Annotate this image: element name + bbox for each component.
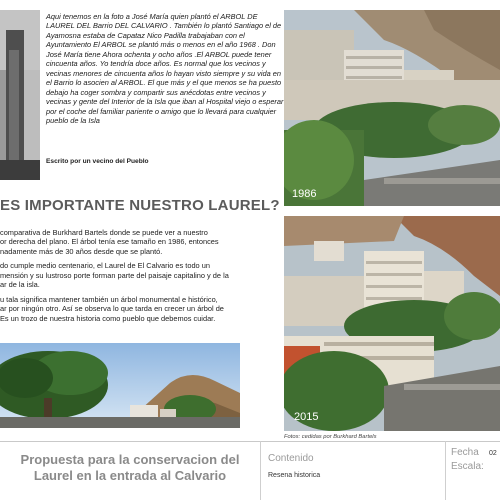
escala-label: Escala: <box>451 461 484 472</box>
section-heading: ES IMPORTANTE NUESTRO LAUREL? <box>0 197 280 214</box>
year-label-1986: 1986 <box>292 188 317 200</box>
photo-1986 <box>284 10 500 206</box>
paragraph-comparativa: comparativa de Burkhard Bartels donde se puede ver a nuestro or derecha del plano. El árbol tenía ese tamaño en 1986, entonces nadamente más de 30 años desde que se plantó. <box>0 228 219 256</box>
paragraph-centenario: do cumple medio centenario, el Laurel de El Calvario es todo un mensión y su lustroso porte forman parte del paisaje capitalino y de la ar de la isla. <box>0 261 229 290</box>
paragraph-tala: u tala significa mantener también un árbol monumental e histórico, ar por ningún otro. Así se observa lo que tarda en crecer un árbol de Es un trozo de nuestra historia como pueblo que debemos cuidar. <box>0 294 224 323</box>
section-body <box>0 228 250 328</box>
project-title: Propuesta para la conservacion del Laurel en la entrada al Calvario <box>20 452 240 483</box>
photo-laurel-tree <box>0 343 240 428</box>
year-label-2015: 2015 <box>294 411 319 423</box>
author-credit: Escrito por un vecino del Pueblo <box>46 158 149 165</box>
contenido-label: Contenido <box>268 453 314 464</box>
contenido-value: Resena historica <box>268 472 321 479</box>
fecha-label: Fecha <box>451 447 479 458</box>
photo-credit: Fotos: cedidas por Burkhard Bartels <box>284 434 377 440</box>
footer-divider <box>445 441 446 500</box>
footer-divider <box>260 441 261 500</box>
fecha-value: 02 <box>489 450 497 457</box>
intro-paragraph: Aqui tenemos en la foto a José María quien plantó el ARBOL DE LAUREL DEL Barrio DEL CALVARIO . También lo plantó Santiago el de Ayamosna estaba de Capataz Nico Padilla trabajaban con el Ayuntamiento El ARBOL se plantó más o menos en el año 1968 . Don José María tiene Ahora ochenta y ocho años .El ARBOL puede tener cincuenta años. Yo tendría doce años. Es normal que los vecinos y vecinas menores de cincuenta años lo hayan visto siempre y su vida en el Barrio lo asocien al ARBOL. El que más y el que menos se ha puesto debajo ha coger sombra y compartir sus anécdotas entre vecinos y vecinas y gente del Interior de la Isla que iban al Hospital viejo o esperar por el coche del familiar pariente o amigo que lo llevará para cualquier pueblo de la Isla <box>46 12 284 126</box>
photo-jose-maria <box>0 10 40 180</box>
photo-2015 <box>284 216 500 431</box>
